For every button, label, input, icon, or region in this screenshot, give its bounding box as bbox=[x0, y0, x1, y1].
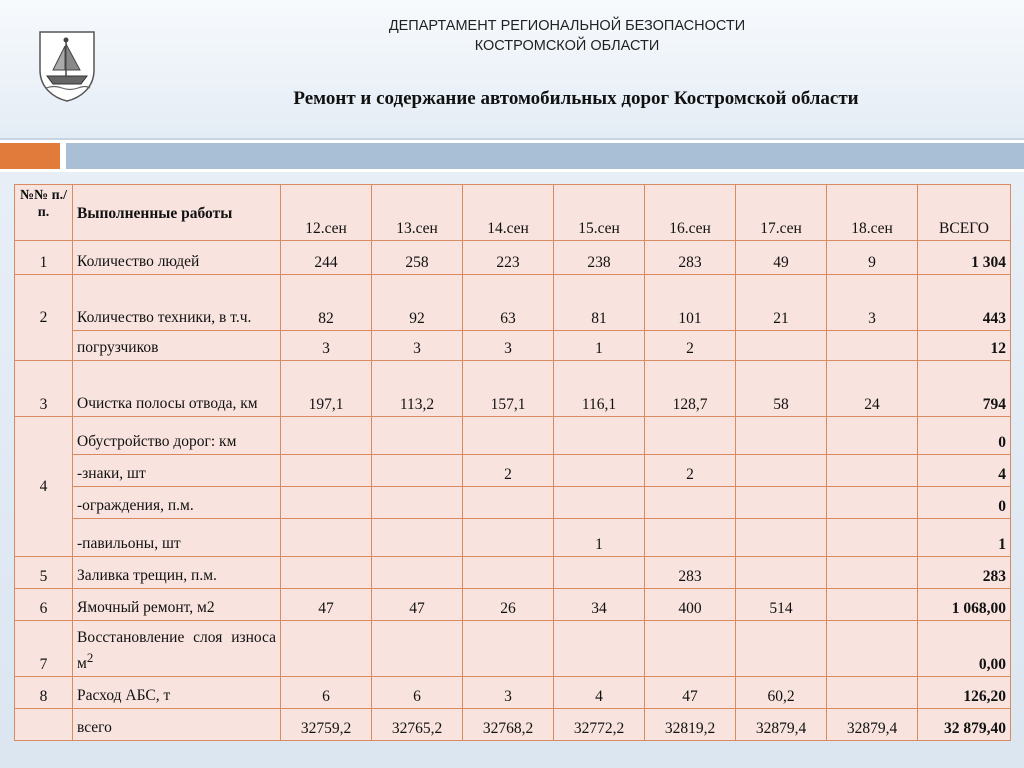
daily-value bbox=[372, 557, 463, 589]
coat-of-arms-icon bbox=[36, 30, 98, 102]
table-row bbox=[15, 677, 1011, 709]
daily-value bbox=[736, 487, 827, 519]
daily-value bbox=[554, 621, 645, 677]
row-total: 32 879,40 bbox=[918, 709, 1011, 741]
daily-value bbox=[645, 519, 736, 557]
row-total: 283 bbox=[918, 557, 1011, 589]
daily-value bbox=[281, 557, 372, 589]
daily-value bbox=[372, 417, 463, 455]
daily-value: 21 bbox=[736, 275, 827, 331]
daily-value bbox=[463, 519, 554, 557]
work-description bbox=[73, 331, 281, 361]
daily-value bbox=[736, 455, 827, 487]
row-total: 0 bbox=[918, 417, 1011, 455]
row-total: 126,20 bbox=[918, 677, 1011, 709]
daily-value bbox=[554, 557, 645, 589]
page-title: Ремонт и содержание автомобильных дорог Костромской области bbox=[293, 88, 859, 109]
table-row bbox=[15, 709, 1011, 741]
accent-bar-blue bbox=[66, 143, 1024, 169]
daily-value: 3 bbox=[281, 331, 372, 361]
table-row bbox=[15, 361, 1011, 417]
department-line-1: ДЕПАРТАМЕНТ РЕГИОНАЛЬНОЙ БЕЗОПАСНОСТИ bbox=[388, 18, 746, 34]
daily-value bbox=[827, 487, 918, 519]
daily-value bbox=[554, 487, 645, 519]
work-description-text: всего bbox=[77, 719, 112, 736]
header-date: 13.сен bbox=[372, 185, 463, 241]
daily-value: 34 bbox=[554, 589, 645, 621]
daily-value: 2 bbox=[463, 455, 554, 487]
daily-value: 24 bbox=[827, 361, 918, 417]
daily-value: 47 bbox=[645, 677, 736, 709]
department-line-2: КОСТРОМСКОЙ ОБЛАСТИ bbox=[474, 38, 660, 54]
daily-value bbox=[827, 677, 918, 709]
daily-value bbox=[827, 331, 918, 361]
daily-value bbox=[645, 417, 736, 455]
daily-value bbox=[372, 621, 463, 677]
daily-value: 63 bbox=[463, 275, 554, 331]
row-total: 794 bbox=[918, 361, 1011, 417]
row-number bbox=[15, 709, 73, 741]
daily-value: 82 bbox=[281, 275, 372, 331]
daily-value bbox=[736, 621, 827, 677]
work-description-text: Расход АБС, т bbox=[77, 687, 171, 704]
daily-value: 47 bbox=[372, 589, 463, 621]
table-row bbox=[15, 621, 1011, 677]
table-row bbox=[15, 455, 1011, 487]
daily-value: 3 bbox=[827, 275, 918, 331]
daily-value bbox=[827, 455, 918, 487]
row-total: 443 bbox=[918, 275, 1011, 331]
daily-value: 197,1 bbox=[281, 361, 372, 417]
daily-value: 81 bbox=[554, 275, 645, 331]
row-number: 5 bbox=[15, 557, 73, 589]
daily-value: 60,2 bbox=[736, 677, 827, 709]
work-description bbox=[73, 621, 281, 677]
daily-value bbox=[827, 417, 918, 455]
daily-value: 116,1 bbox=[554, 361, 645, 417]
daily-value bbox=[281, 455, 372, 487]
daily-value bbox=[827, 621, 918, 677]
row-number: 1 bbox=[15, 241, 73, 275]
slide-header bbox=[0, 0, 1024, 140]
row-number: 7 bbox=[15, 621, 73, 677]
table-row bbox=[15, 557, 1011, 589]
daily-value: 113,2 bbox=[372, 361, 463, 417]
daily-value: 101 bbox=[645, 275, 736, 331]
work-description bbox=[73, 361, 281, 417]
work-description bbox=[73, 709, 281, 741]
daily-value: 2 bbox=[645, 455, 736, 487]
daily-value: 6 bbox=[281, 677, 372, 709]
daily-value bbox=[645, 621, 736, 677]
work-description bbox=[73, 519, 281, 557]
daily-value: 157,1 bbox=[463, 361, 554, 417]
row-number: 8 bbox=[15, 677, 73, 709]
work-description-text: Обустройство дорог: км bbox=[77, 433, 237, 450]
daily-value bbox=[463, 417, 554, 455]
daily-value bbox=[281, 487, 372, 519]
daily-value bbox=[827, 557, 918, 589]
daily-value bbox=[736, 557, 827, 589]
header-date: 14.сен bbox=[463, 185, 554, 241]
work-description-text: Количество людей bbox=[77, 253, 200, 270]
daily-value: 32765,2 bbox=[372, 709, 463, 741]
daily-value bbox=[827, 589, 918, 621]
row-total: 0 bbox=[918, 487, 1011, 519]
daily-value bbox=[372, 487, 463, 519]
unit-superscript: 2 bbox=[86, 649, 94, 665]
daily-value: 32879,4 bbox=[736, 709, 827, 741]
daily-value: 283 bbox=[645, 241, 736, 275]
header-date: 18.сен bbox=[827, 185, 918, 241]
daily-value: 32772,2 bbox=[554, 709, 645, 741]
daily-value bbox=[281, 417, 372, 455]
daily-value: 4 bbox=[554, 677, 645, 709]
daily-value bbox=[281, 621, 372, 677]
daily-value bbox=[463, 621, 554, 677]
daily-value: 244 bbox=[281, 241, 372, 275]
daily-value: 3 bbox=[463, 331, 554, 361]
daily-value: 1 bbox=[554, 331, 645, 361]
work-description bbox=[73, 417, 281, 455]
row-number: 6 bbox=[15, 589, 73, 621]
daily-value: 3 bbox=[372, 331, 463, 361]
table-row bbox=[15, 241, 1011, 275]
table-row bbox=[15, 417, 1011, 455]
work-description-text: Количество техники, в т.ч. bbox=[77, 309, 252, 326]
daily-value bbox=[645, 487, 736, 519]
work-description bbox=[73, 589, 281, 621]
daily-value: 258 bbox=[372, 241, 463, 275]
daily-value: 47 bbox=[281, 589, 372, 621]
row-total: 1 bbox=[918, 519, 1011, 557]
row-total: 1 304 bbox=[918, 241, 1011, 275]
accent-bar-orange bbox=[0, 143, 60, 169]
work-description bbox=[73, 557, 281, 589]
header-date: 16.сен bbox=[645, 185, 736, 241]
daily-value bbox=[463, 487, 554, 519]
work-description bbox=[73, 487, 281, 519]
daily-value bbox=[827, 519, 918, 557]
work-description bbox=[73, 455, 281, 487]
header-date: 17.сен bbox=[736, 185, 827, 241]
daily-value: 400 bbox=[645, 589, 736, 621]
daily-value bbox=[463, 557, 554, 589]
daily-value bbox=[554, 455, 645, 487]
work-description-text: погрузчиков bbox=[77, 339, 159, 356]
table-header-row bbox=[15, 185, 1011, 241]
daily-value bbox=[736, 417, 827, 455]
work-description-text: -ограждения, п.м. bbox=[77, 497, 194, 514]
daily-value: 238 bbox=[554, 241, 645, 275]
daily-value bbox=[372, 455, 463, 487]
header-date: 12.сен bbox=[281, 185, 372, 241]
work-description-text: Восстановление слоя износа м bbox=[77, 628, 276, 672]
work-description-text: -павильоны, шт bbox=[77, 535, 181, 552]
daily-value: 514 bbox=[736, 589, 827, 621]
row-total: 0,00 bbox=[918, 621, 1011, 677]
daily-value bbox=[372, 519, 463, 557]
table-row bbox=[15, 589, 1011, 621]
daily-value: 26 bbox=[463, 589, 554, 621]
department-name bbox=[300, 16, 834, 56]
row-number: 3 bbox=[15, 361, 73, 417]
header-num: №№ п./п. bbox=[15, 185, 73, 241]
daily-value: 58 bbox=[736, 361, 827, 417]
daily-value: 3 bbox=[463, 677, 554, 709]
table-row bbox=[15, 331, 1011, 361]
header-date: 15.сен bbox=[554, 185, 645, 241]
daily-value bbox=[554, 417, 645, 455]
work-description bbox=[73, 275, 281, 331]
daily-value: 223 bbox=[463, 241, 554, 275]
daily-value: 1 bbox=[554, 519, 645, 557]
work-description-text: -знаки, шт bbox=[77, 465, 146, 482]
work-description bbox=[73, 677, 281, 709]
row-number: 4 bbox=[15, 417, 73, 557]
daily-value: 49 bbox=[736, 241, 827, 275]
daily-value bbox=[736, 331, 827, 361]
daily-value bbox=[736, 519, 827, 557]
row-total: 4 bbox=[918, 455, 1011, 487]
daily-value bbox=[281, 519, 372, 557]
daily-value: 6 bbox=[372, 677, 463, 709]
row-total: 1 068,00 bbox=[918, 589, 1011, 621]
daily-value: 9 bbox=[827, 241, 918, 275]
daily-value: 283 bbox=[645, 557, 736, 589]
daily-value: 128,7 bbox=[645, 361, 736, 417]
work-description-text: Ямочный ремонт, м2 bbox=[77, 599, 215, 616]
work-description-text: Очистка полосы отвода, км bbox=[77, 395, 258, 412]
daily-value: 32768,2 bbox=[463, 709, 554, 741]
daily-value: 2 bbox=[645, 331, 736, 361]
table-row bbox=[15, 519, 1011, 557]
daily-value: 32759,2 bbox=[281, 709, 372, 741]
road-works-table bbox=[14, 184, 1011, 741]
daily-value: 32819,2 bbox=[645, 709, 736, 741]
table-row bbox=[15, 487, 1011, 519]
daily-value: 92 bbox=[372, 275, 463, 331]
work-description bbox=[73, 241, 281, 275]
daily-value: 32879,4 bbox=[827, 709, 918, 741]
row-number: 2 bbox=[15, 275, 73, 361]
row-total: 12 bbox=[918, 331, 1011, 361]
table-row bbox=[15, 275, 1011, 331]
header-total: ВСЕГО bbox=[918, 185, 1011, 241]
work-description-text: Заливка трещин, п.м. bbox=[77, 567, 217, 584]
header-work: Выполненные работы bbox=[73, 185, 281, 241]
